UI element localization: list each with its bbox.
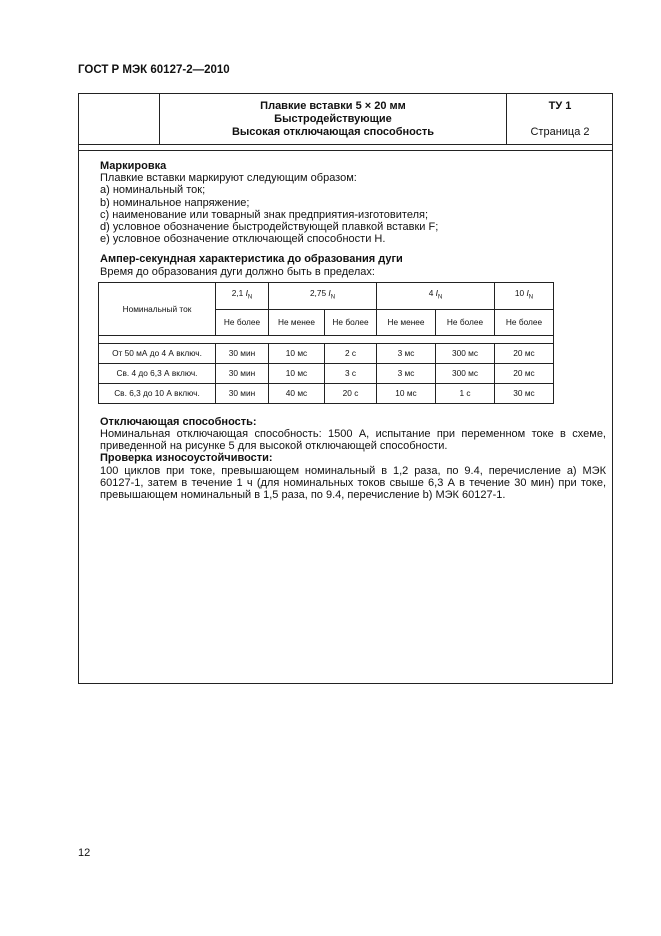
title-line-1: Плавкие вставки 5 × 20 мм: [260, 100, 406, 112]
title-line-3: Высокая отключающая способность: [231, 126, 435, 138]
sheet-code: ТУ 1: [548, 100, 572, 112]
header-blank-cell: [79, 94, 160, 144]
marking-heading: Маркировка: [100, 160, 167, 172]
marking-item-b: b) номинальное напряжение;: [100, 196, 250, 209]
characteristic-intro: Время до образования дуги должно быть в пределах:: [100, 265, 375, 278]
subheader-5: Не более: [436, 309, 495, 335]
sheet-content: [100, 160, 606, 501]
marking-intro: Плавкие вставки маркируют следующим образом:: [100, 172, 357, 185]
page-number: 12: [78, 847, 91, 859]
endurance-text: 100 циклов при токе, превышающем номинальный в 1,2 раза, по 9.4, перечисление а) МЭК 60127-1, затем в течение 1 ч (для номинальных токов свыше 6,3 А в течение 30 мин) при токе, превышающем номинальный в 1,5 раза, по 9.4, перечисление b) МЭК 60127-1.: [100, 464, 606, 502]
subheader-1: Не более: [216, 309, 269, 335]
header-title-cell: [160, 94, 507, 144]
marking-item-c: c) наименование или товарный знак предприятия-изготовителя;: [100, 208, 428, 221]
spec-sheet-frame: [78, 93, 613, 684]
group-header-2-75: 2,75 $I_N$: [269, 282, 377, 309]
subheader-4: Не менее: [377, 309, 436, 335]
group-header-2-1: 2,1 $I_N$: [216, 282, 269, 309]
header-divider: [79, 150, 612, 151]
rated-current-header: Номинальный ток: [99, 282, 216, 335]
breaking-heading: Отключающая способность:: [100, 415, 257, 428]
pre-arcing-time-table: [98, 282, 554, 404]
subheader-6: Не более: [495, 309, 554, 335]
group-header-4: 4 $I_N$: [377, 282, 495, 309]
characteristic-heading: Ампер-секундная характеристика до образования дуги: [100, 253, 403, 266]
marking-item-d: d) условное обозначение быстродействующей плавкой вставки F;: [100, 221, 439, 234]
endurance-heading: Проверка износоустойчивости:: [100, 452, 273, 465]
subheader-2: Не менее: [269, 309, 325, 335]
title-line-2: Быстродействующие: [274, 113, 392, 125]
sheet-header: [79, 94, 612, 145]
subheader-3: Не более: [325, 309, 377, 335]
sheet-page-label: Страница 2: [530, 126, 590, 138]
table-row: От 50 мА до 4 А включ. 30 мин 10 мс 2 с 3 мс 300 мс 20 мс: [99, 343, 554, 363]
group-header-10: 10 $I_N$: [495, 282, 554, 309]
table-row: Св. 6,3 до 10 А включ. 30 мин 40 мс 20 с 10 мс 1 с 30 мс: [99, 383, 554, 403]
breaking-text: Номинальная отключающая способность: 1500 А, испытание при переменном токе в схеме, приведенной на рисунке 5 для высокой отключающей способности.: [100, 428, 606, 453]
document-header: ГОСТ Р МЭК 60127-2—2010: [78, 64, 230, 76]
header-code-cell: [508, 94, 612, 144]
marking-item-a: a) номинальный ток;: [100, 184, 206, 197]
table-row: Св. 4 до 6,3 А включ. 30 мин 10 мс 3 с 3 мс 300 мс 20 мс: [99, 363, 554, 383]
marking-item-e: e) условное обозначение отключающей способности Н.: [100, 233, 386, 246]
